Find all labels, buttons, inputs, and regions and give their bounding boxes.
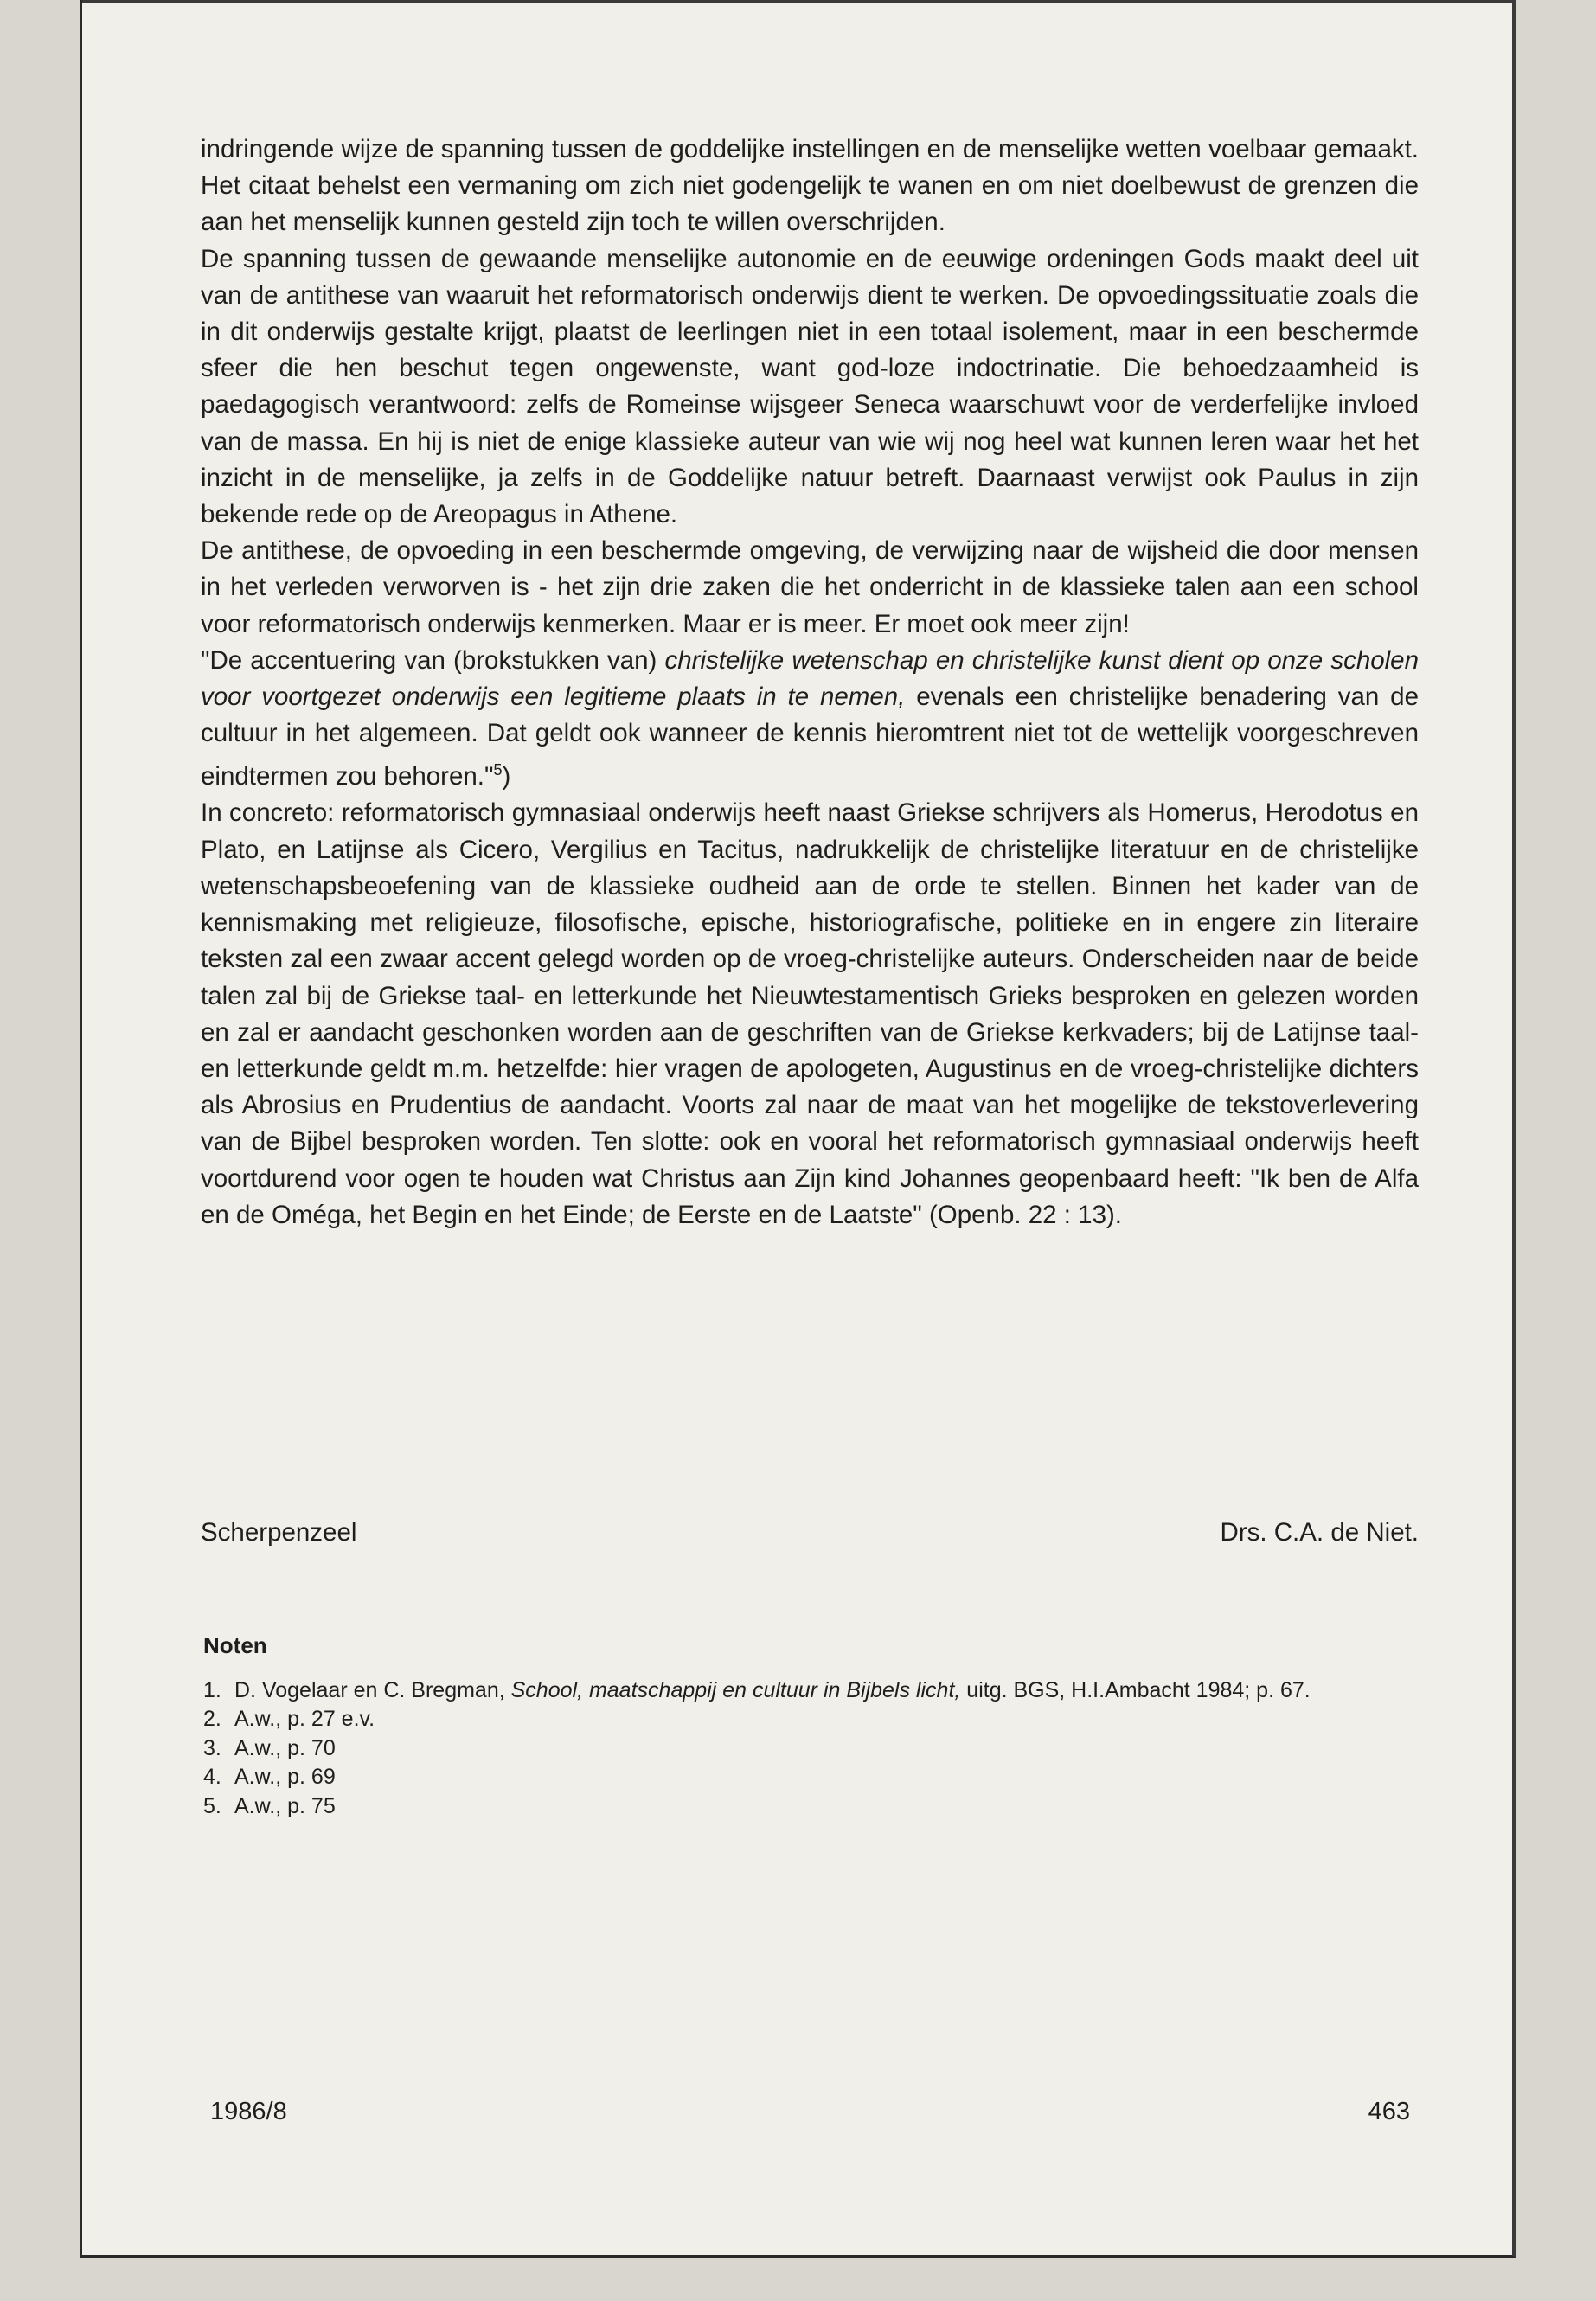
document-page <box>80 0 1516 2258</box>
notes-list <box>203 1676 1419 1821</box>
quote-italic-text: christelijke wetenschap en christelijke kunst dient op onze scholen voor voortgezet onderwijs een legitieme plaats in te nemen, <box>201 645 1419 712</box>
note-number: 1. <box>203 1678 221 1702</box>
note-text: A.w., p. 69 <box>234 1765 336 1790</box>
note-number: 5. <box>203 1793 221 1818</box>
paragraph-3: De antithese, de opvoeding in een beschermde omgeving, de verwijzing naar de wijsheid die door mensen in het verleden verworven is - het zijn drie zaken die het onderricht in de klassieke talen aan een school voor reformatorisch onderwijs kenmerken. Maar er is meer. Er moet ook meer zijn! <box>201 536 1419 638</box>
note-text: A.w., p. 70 <box>234 1735 336 1760</box>
quote-close-paren: ) <box>502 762 511 792</box>
note-number: 3. <box>203 1735 221 1760</box>
note-item <box>203 1792 1419 1821</box>
note-text: A.w., p. 75 <box>234 1793 336 1818</box>
note-item <box>203 1676 1419 1705</box>
article-body <box>201 131 1419 1234</box>
quote-open-text: "De accentuering van (brokstukken van) <box>201 645 665 675</box>
note-text-title: School, maatschappij en cultuur in Bijbels licht, <box>510 1678 961 1702</box>
page-number: 463 <box>1368 2098 1410 2125</box>
paragraph-5: In concreto: reformatorisch gymnasiaal onderwijs heeft naast Griekse schrijvers als Homerus, Herodotus en Plato, en Latijnse als Cicero, Vergilius en Tacitus, nadrukkelijk de christelijke literatuur en de christelijke wetenschapsbeoefening van de klassieke oudheid aan de orde te stellen. Binnen het kader van de kennismaking met religieuze, filosofische, epische, historiografische, politieke en in engere zin literaire teksten zal een zwaar accent gelegd worden op de vroeg-christelijke auteurs. Onderscheiden naar de beide talen zal bij de Griekse taal- en letterkunde het Nieuwtestamentisch Grieks besproken en gelezen worden en zal er aandacht geschonken worden aan de geschriften van de Griekse kerkvaders; bij de Latijnse taal- en letterkunde geldt m.m. hetzelfde: hier vragen de apologeten, Augustinus en de vroeg-christelijke dichters als Abrosius en Prudentius de aandacht. Voorts zal naar de maat van het mogelijke de tekstoverlevering van de Bijbel besproken worden. Ten slotte: ook en vooral het reformatorisch gymnasiaal onderwijs heeft voortdurend voor ogen te houden wat Christus aan Zijn kind Johannes geopenbaard heeft: "Ik ben de Alfa en de Oméga, het Begin en het Einde; de Eerste en de Laatste" (Openb. 22 : 13). <box>201 798 1419 1229</box>
note-text: A.w., p. 27 e.v. <box>234 1707 375 1732</box>
note-text-post: uitg. BGS, H.I.Ambacht 1984; p. 67. <box>960 1678 1311 1702</box>
paragraph-2: De spanning tussen de gewaande menselijke autonomie en de eeuwige ordeningen Gods maakt deel uit van de antithese van waaruit het reformatorisch onderwijs dient te werken. De opvoedingssituatie zoals die in dit onderwijs gestalte krijgt, plaatst de leerlingen niet in een totaal isolement, maar in een beschermde sfeer die hen beschut tegen ongewenste, want god-loze indoctrinatie. Die behoedzaamheid is paedagogisch verantwoord: zelfs de Romeinse wijsgeer Seneca waarschuwt voor de verderfelijke invloed van de massa. En hij is niet de enige klassieke auteur van wie wij nog heel wat kunnen leren waar het het inzicht in de menselijke, ja zelfs in de Goddelijke natuur betreft. Daarnaast verwijst ook Paulus in zijn bekende rede op de Areopagus in Athene. <box>201 244 1419 529</box>
note-text-pre: D. Vogelaar en C. Bregman, <box>234 1678 511 1702</box>
note-text <box>234 1676 1419 1705</box>
paragraph-1: indringende wijze de spanning tussen de goddelijke instellingen en de menselijke wetten voelbaar gemaakt. Het citaat behelst een vermaning om zich niet godengelijk te wanen en om niet doelbewust de grenzen die aan het menselijk kunnen gesteld zijn toch te willen overschrijden. <box>201 135 1419 237</box>
top-rule <box>82 0 1512 3</box>
footnote-ref: 5 <box>493 761 503 779</box>
issue-number: 1986/8 <box>210 2098 287 2125</box>
note-item <box>203 1705 1419 1734</box>
quote-rest-text: evenals een christelijke benadering van de cultuur in het algemeen. Dat geldt ook wanneer de kennis hieromtrent niet tot de wettelijk voorgeschreven eindtermen zou behoren." <box>201 683 1419 792</box>
signature-place: Scherpenzeel <box>201 1518 357 1547</box>
signature-author: Drs. C.A. de Niet. <box>1220 1518 1419 1547</box>
notes-heading: Noten <box>203 1632 267 1658</box>
paragraph-4-quote <box>201 643 1419 796</box>
note-item <box>203 1763 1419 1791</box>
note-item <box>203 1734 1419 1763</box>
note-number: 2. <box>203 1707 221 1732</box>
note-number: 4. <box>203 1765 221 1790</box>
signature-line <box>201 1518 1419 1548</box>
